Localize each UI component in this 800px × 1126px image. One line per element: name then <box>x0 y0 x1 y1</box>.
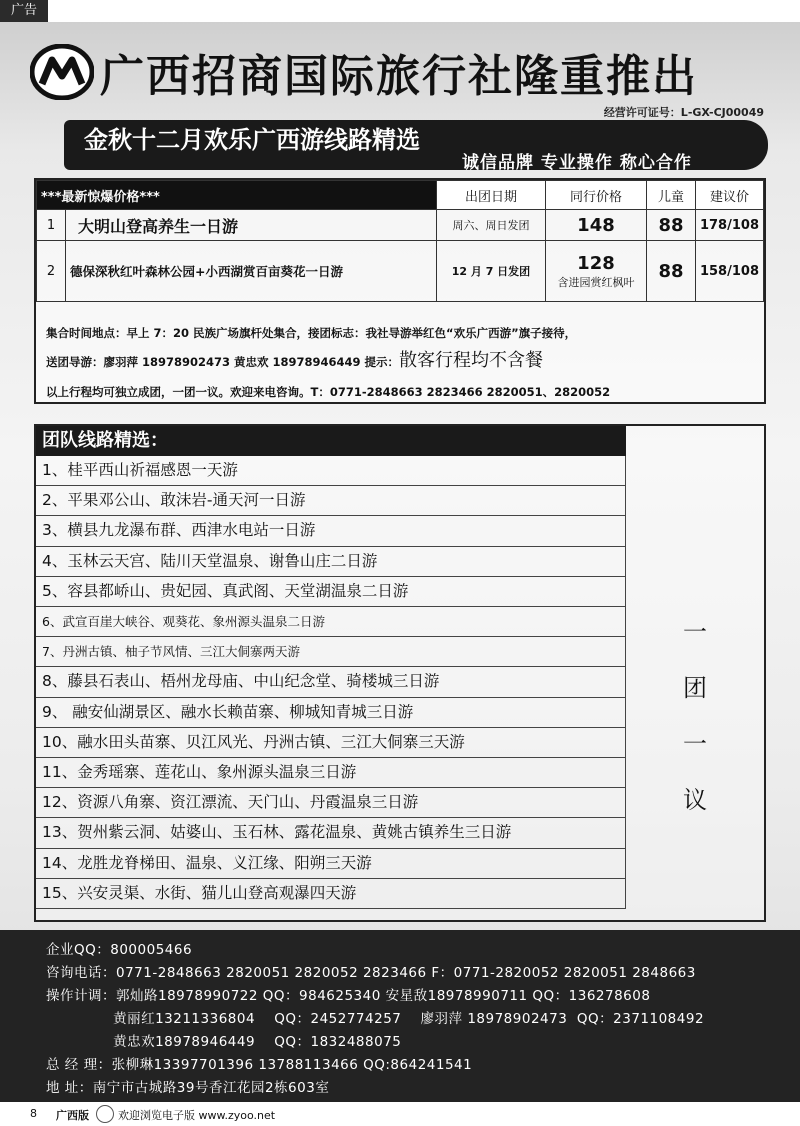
notes-contact: 以上行程均可独立成团，一团一议。欢迎来电咨询。T：0771-2848663 2823466 2820051、2820052 <box>46 385 611 399</box>
banner-subtitle: 诚信品牌 专业操作 称心合作 <box>462 153 692 173</box>
departure-date: 周六、周日发团 <box>436 210 545 241</box>
side-char: 议 <box>683 786 707 814</box>
price-note: 含进园赏红枫叶 <box>557 275 635 289</box>
route-item: 5、容县都峤山、贵妃园、真武阁、天堂湖温泉二日游 <box>36 577 626 607</box>
child-price: 88 <box>646 210 695 241</box>
company-logo-icon <box>30 44 94 100</box>
footer-phone: 咨询电话：0771-2848663 2820051 2820052 2823466 F：0771-2820052 2820051 2848663 <box>46 965 696 981</box>
route-item: 15、兴安灵渠、水街、猫儿山登高观瀑四天游 <box>36 879 626 909</box>
banner-title: 金秋十二月欢乐广西游线路精选 <box>84 126 420 154</box>
license-number: 经营许可证号：L-GX-CJ00049 <box>603 106 764 119</box>
trade-price-cell <box>545 241 646 302</box>
route-item: 6、武宣百崖大峡谷、观葵花、象州源头温泉二日游 <box>36 607 626 637</box>
footer-manager: 总 经 理：张柳琳13397701396 13788113466 QQ:864241541 <box>46 1057 473 1073</box>
contact-footer <box>0 930 800 1102</box>
route-item: 9、 融安仙湖景区、融水长赖苗寨、柳城知青城三日游 <box>36 698 626 728</box>
header-price: 同行价格 <box>545 181 646 210</box>
footer-operators: 黄丽红13211336804 QQ：2452774257 廖羽萍 18978902473 QQ：2371108492 <box>46 1011 705 1027</box>
team-routes-header: 团队线路精选： <box>36 426 626 456</box>
trade-price: 148 <box>545 210 646 241</box>
footer-operators: 黄忠欢18978946449 QQ：1832488075 <box>46 1034 402 1050</box>
ad-badge: 广告 <box>0 0 48 22</box>
route-item: 8、藤县石表山、梧州龙母庙、中山纪念堂、骑楼城三日游 <box>36 667 626 697</box>
route-name: 大明山登高养生一日游 <box>66 210 437 241</box>
trade-price: 128 <box>577 253 615 275</box>
notes-meal-tip: 散客行程均不含餐 <box>399 350 544 371</box>
route-item: 3、横县九龙瀑布群、西津水电站一日游 <box>36 516 626 546</box>
route-item: 13、贺州紫云洞、姑婆山、玉石林、露花温泉、黄姚古镇养生三日游 <box>36 818 626 848</box>
footer-qq: 企业QQ：800005466 <box>46 942 193 958</box>
one-group-one-quote <box>626 426 764 920</box>
row-number: 1 <box>37 210 66 241</box>
route-item: 14、龙胜龙脊梯田、温泉、义江缘、阳朔三天游 <box>36 849 626 879</box>
edition-logo-icon <box>96 1105 114 1123</box>
route-item: 12、资源八角寨、资江漂流、天门山、丹霞温泉三日游 <box>36 788 626 818</box>
row-number: 2 <box>37 241 66 302</box>
side-char: 团 <box>683 674 707 702</box>
header-child: 儿童 <box>646 181 695 210</box>
route-item: 7、丹洲古镇、柚子节风情、三江大侗寨两天游 <box>36 637 626 667</box>
page-title: 广西招商国际旅行社隆重推出 <box>100 51 698 102</box>
price-table <box>36 180 764 302</box>
footer-address: 地 址：南宁市古城路39号香江花园2栋603室 <box>46 1080 330 1096</box>
header-suggest: 建议价 <box>695 181 763 210</box>
page-number: 8 <box>30 1107 37 1120</box>
table-row <box>37 210 764 241</box>
side-char: 一 <box>683 730 707 758</box>
site-note: 欢迎浏览电子版 www.zyoo.net <box>118 1109 276 1122</box>
header-latest-price: ***最新惊爆价格*** <box>37 181 437 210</box>
route-item: 4、玉林云天宫、陆川天堂温泉、谢鲁山庄二日游 <box>36 547 626 577</box>
departure-date: 12 月 7 日发团 <box>436 241 545 302</box>
route-item: 10、融水田头苗寨、贝江风光、丹洲古镇、三江大侗寨三天游 <box>36 728 626 758</box>
route-item: 2、平果邓公山、敢沫岩-通天河一日游 <box>36 486 626 516</box>
footer-operators: 操作计调：郭灿路18978990722 QQ：984625340 安星敌18978990711 QQ：136278608 <box>46 988 651 1004</box>
header-date: 出团日期 <box>436 181 545 210</box>
route-item: 11、金秀瑶寨、莲花山、象州源头温泉三日游 <box>36 758 626 788</box>
route-item: 1、桂平西山祈福感恩一天游 <box>36 456 626 486</box>
suggested-price: 178/108 <box>695 210 763 241</box>
table-row <box>37 241 764 302</box>
side-char: 一 <box>683 618 707 646</box>
route-name: 德保深秋红叶森林公园+小西湖赏百亩葵花一日游 <box>66 241 437 302</box>
table-header-row <box>37 181 764 210</box>
child-price: 88 <box>646 241 695 302</box>
edition-label: 广西版 <box>56 1109 89 1122</box>
notes-meeting: 集合时间地点：早上 7：20 民族广场旗杆处集合，接团标志：我社导游举红色“欢乐广西游”旗子接待， <box>46 326 577 340</box>
suggested-price: 158/108 <box>695 241 763 302</box>
page-footer <box>0 1102 800 1126</box>
notes-guides <box>46 346 543 372</box>
notes-guides-text: 送团导游：廖羽萍 18978902473 黄忠欢 18978946449 提示： <box>46 355 400 369</box>
